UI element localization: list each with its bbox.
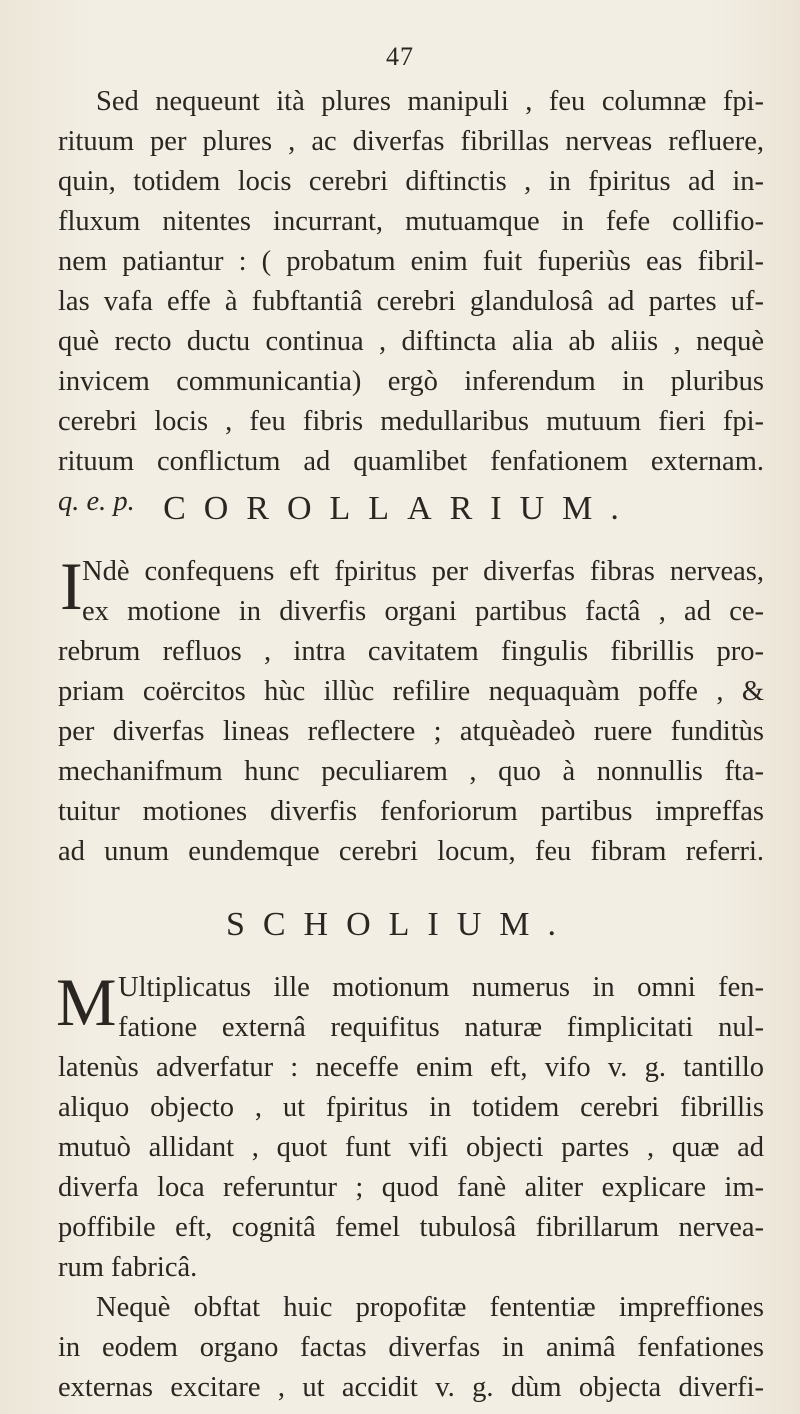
- text-line: Nequè obftat huic propofitæ fententiæ impreffiones: [96, 1292, 764, 1323]
- text-line: in eodem organo factas diverfas in animâ fenfationes: [58, 1332, 764, 1363]
- paragraph-scholium-head: [118, 968, 764, 1048]
- heading-scholium: SCHOLIUM.: [225, 906, 575, 943]
- text-line: las vafa effe à fubftantiâ cerebri glandulosâ ad partes uf-: [58, 286, 764, 317]
- paragraph-scholium: [58, 1048, 764, 1408]
- text-line: nem patiantur : ( probatum enim fuit fuperiùs eas fibril-: [58, 246, 764, 277]
- text-line: latenùs adverfatur : neceffe enim eft, vifo v. g. tantillo: [58, 1052, 764, 1083]
- text-line: tuitur motiones diverfis fenforiorum partibus impreffas: [58, 796, 764, 827]
- text-line: invicem communicantia) ergò inferendum in pluribus: [58, 366, 764, 397]
- heading-corollarium: COROLLARIUM.: [163, 490, 637, 527]
- text-line: poffibile eft, cognitâ femel tubulosâ fibrillarum nervea-: [58, 1212, 764, 1243]
- text-line: diverfa loca referuntur ; quod fanè aliter explicare im-: [58, 1172, 764, 1203]
- text-line: rum fabricâ.: [58, 1252, 198, 1283]
- paragraph-corollarium-head: [82, 552, 764, 632]
- text-line: fatione externâ requifitus naturæ fimplicitati nul-: [118, 1012, 764, 1043]
- text-line: priam coërcitos hùc illùc refilire nequaquàm poffe , &: [58, 676, 764, 707]
- text-line: rebrum refluos , intra cavitatem fingulis fibrillis pro-: [58, 636, 764, 667]
- text-line: cerebri locis , feu fibris medullaribus mutuum fieri fpi-: [58, 406, 764, 437]
- drop-cap-i: I: [60, 548, 83, 624]
- paragraph-corollarium: [58, 632, 764, 872]
- text-line: fluxum nitentes incurrant, mutuamque in fefe collifio-: [58, 206, 764, 237]
- text-line: mutuò allidant , quot funt vifi objecti partes , quæ ad: [58, 1132, 764, 1163]
- text-line: ex motione in diverfis organi partibus factâ , ad ce-: [82, 596, 764, 627]
- text-line: ad unum eundemque cerebri locum, feu fibram referri.: [58, 836, 764, 867]
- text-line: mechanifmum hunc peculiarem , quo à nonnullis fta-: [58, 756, 764, 787]
- text-line: quin, totidem locis cerebri diftinctis , in fpiritus ad in-: [58, 166, 764, 197]
- paragraph-proof: [58, 82, 764, 522]
- text-line: rituum conflictum ad quamlibet fenfationem externam.: [58, 446, 764, 477]
- text-line: externas excitare , ut accidit v. g. dùm objecta diverfi-: [58, 1372, 764, 1403]
- page-number: 47: [386, 42, 414, 71]
- text-line: Ultiplicatus ille motionum numerus in omni fen-: [118, 972, 764, 1003]
- text-line: rituum per plures , ac diverfas fibrillas nerveas refluere,: [58, 126, 764, 157]
- text-line-qep: q. e. p.: [58, 486, 135, 517]
- text-line: Ndè confequens eft fpiritus per diverfas fibras nerveas,: [82, 556, 764, 587]
- text-line: aliquo objecto , ut fpiritus in totidem cerebri fibrillis: [58, 1092, 764, 1123]
- text-line: què recto ductu continua , diftincta alia ab aliis , nequè: [58, 326, 764, 357]
- text-line: Sed nequeunt ità plures manipuli , feu columnæ fpi-: [96, 86, 764, 117]
- text-line: per diverfas lineas reflectere ; atquèadeò ruere funditùs: [58, 716, 764, 747]
- drop-cap-m: M: [56, 964, 117, 1040]
